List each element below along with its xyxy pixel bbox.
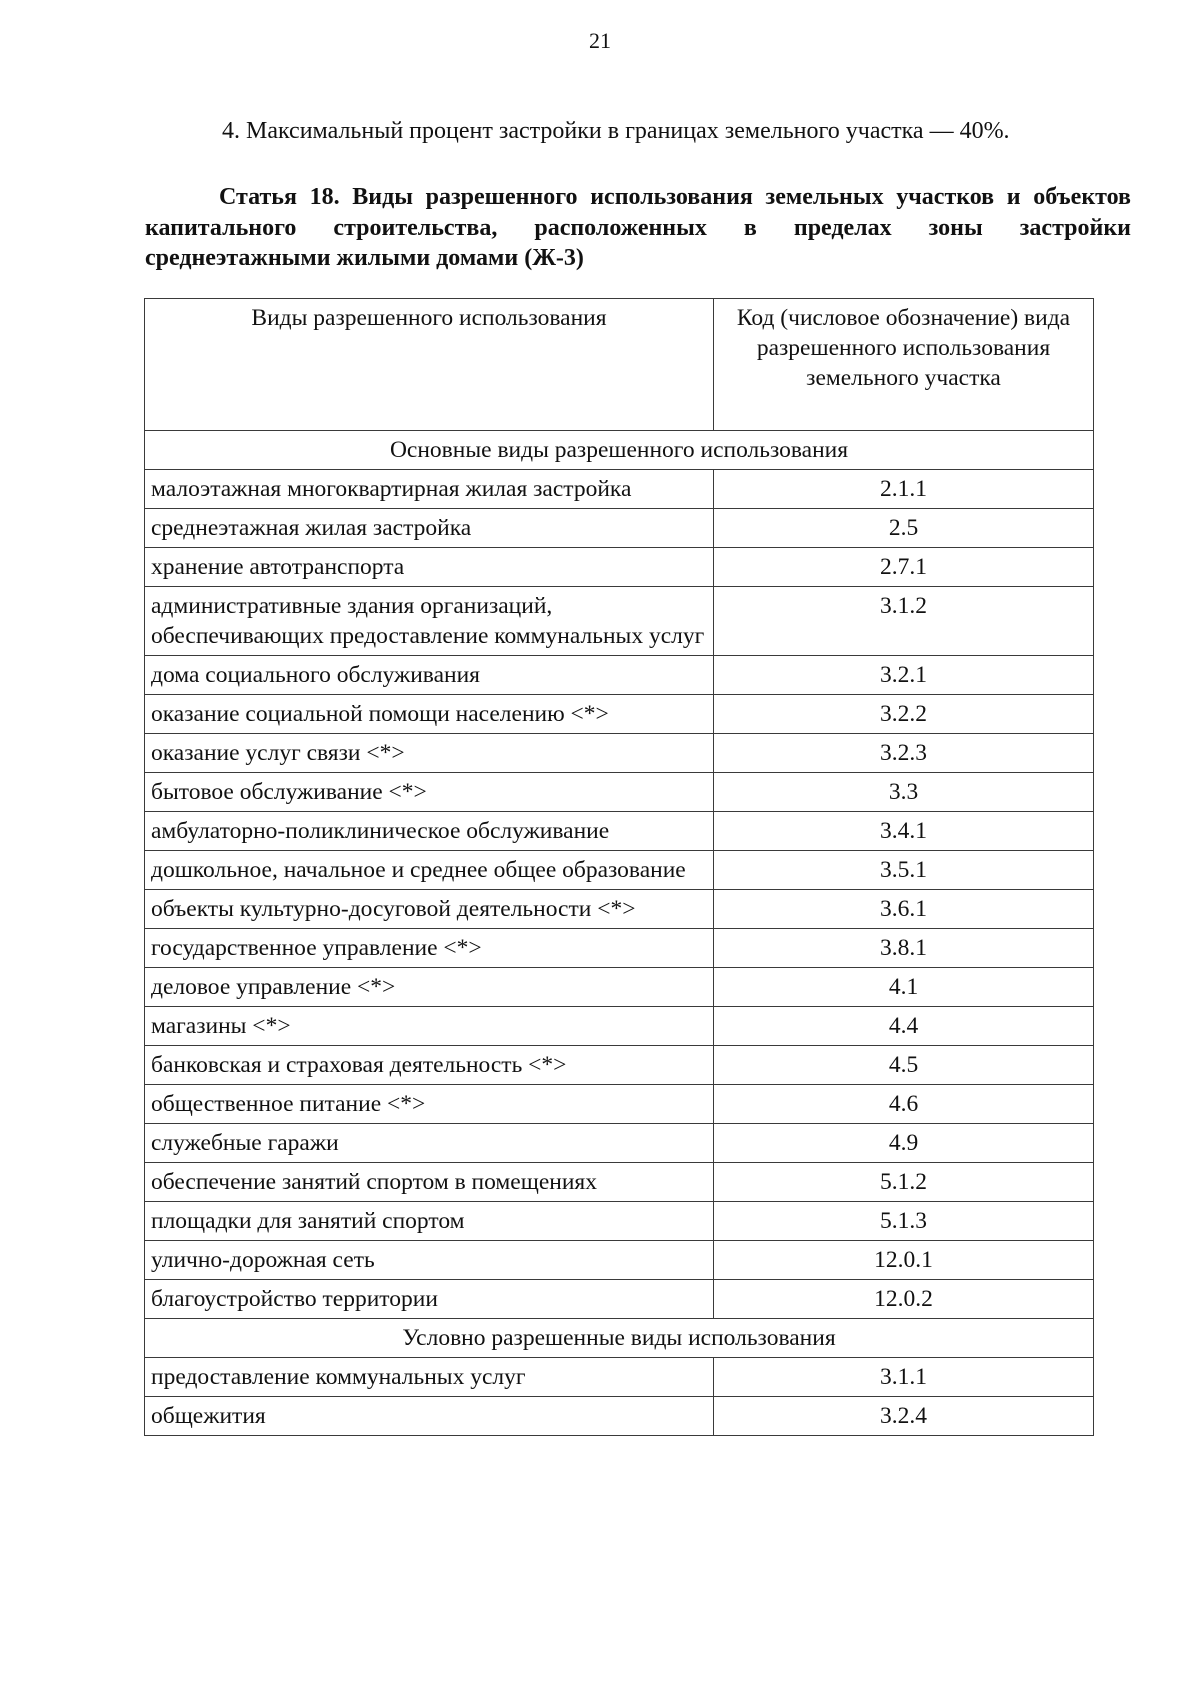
table-row [145,1124,1094,1163]
article-heading: Статья 18. Виды разрешенного использования земельных участков и объектов капитального строительства, расположенных в пределах зоны застройки среднеэтажными жилыми домами (Ж-3) [145,184,1131,271]
table-row [145,509,1094,548]
table-row [145,929,1094,968]
use-code-cell: 3.4.1 [714,812,1094,851]
use-code-cell: 4.4 [714,1007,1094,1046]
header-use-type: Виды разрешенного использования [145,299,714,431]
table-row [145,851,1094,890]
use-type-cell: общежития [145,1397,714,1436]
use-type-cell: оказание социальной помощи населению <*> [145,695,714,734]
use-type-cell: амбулаторно-поликлиническое обслуживание [145,812,714,851]
use-type-cell: служебные гаражи [145,1124,714,1163]
table-header-row [145,299,1094,431]
use-code-cell: 5.1.2 [714,1163,1094,1202]
use-code-cell: 2.1.1 [714,470,1094,509]
table-row [145,1007,1094,1046]
use-code-cell: 2.7.1 [714,548,1094,587]
use-code-cell: 3.6.1 [714,890,1094,929]
use-code-cell: 3.5.1 [714,851,1094,890]
section-title-conditional: Условно разрешенные виды использования [145,1319,1094,1358]
use-code-cell: 5.1.3 [714,1202,1094,1241]
use-type-cell: бытовое обслуживание <*> [145,773,714,812]
use-code-cell: 3.3 [714,773,1094,812]
table-row [145,812,1094,851]
use-code-cell: 3.1.2 [714,587,1094,656]
table-row [145,1280,1094,1319]
use-type-cell: среднеэтажная жилая застройка [145,509,714,548]
use-type-cell: государственное управление <*> [145,929,714,968]
use-type-cell: улично-дорожная сеть [145,1241,714,1280]
use-code-cell: 3.8.1 [714,929,1094,968]
table-row [145,1163,1094,1202]
page-number: 21 [589,28,611,53]
use-type-cell: объекты культурно-досуговой деятельности <*> [145,890,714,929]
use-type-cell: малоэтажная многоквартирная жилая застройка [145,470,714,509]
use-code-cell: 3.1.1 [714,1358,1094,1397]
table-row [145,1397,1094,1436]
section-title-main: Основные виды разрешенного использования [145,431,1094,470]
use-type-cell: общественное питание <*> [145,1085,714,1124]
use-type-cell: благоустройство территории [145,1280,714,1319]
section-row-main [145,431,1094,470]
table-row [145,1085,1094,1124]
use-code-cell: 3.2.2 [714,695,1094,734]
use-type-cell: оказание услуг связи <*> [145,734,714,773]
table-row [145,1241,1094,1280]
use-type-cell: площадки для занятий спортом [145,1202,714,1241]
use-type-cell: административные здания организаций, обеспечивающих предоставление коммунальных услуг [145,587,714,656]
use-code-cell: 12.0.1 [714,1241,1094,1280]
use-type-cell: дома социального обслуживания [145,656,714,695]
table-row [145,734,1094,773]
use-code-cell: 3.2.3 [714,734,1094,773]
table-row [145,695,1094,734]
use-type-cell: хранение автотранспорта [145,548,714,587]
use-type-cell: дошкольное, начальное и среднее общее образование [145,851,714,890]
use-code-cell: 4.9 [714,1124,1094,1163]
use-code-cell: 12.0.2 [714,1280,1094,1319]
table-row [145,1202,1094,1241]
table-row [145,968,1094,1007]
table-row [145,548,1094,587]
use-code-cell: 3.2.4 [714,1397,1094,1436]
table-row [145,470,1094,509]
section-row-conditional [145,1319,1094,1358]
table-row [145,890,1094,929]
use-type-cell: магазины <*> [145,1007,714,1046]
permitted-uses-table [144,298,1094,1436]
use-code-cell: 2.5 [714,509,1094,548]
use-code-cell: 4.5 [714,1046,1094,1085]
use-code-cell: 3.2.1 [714,656,1094,695]
table-row [145,773,1094,812]
use-type-cell: деловое управление <*> [145,968,714,1007]
use-type-cell: предоставление коммунальных услуг [145,1358,714,1397]
table-row [145,656,1094,695]
table-row [145,1358,1094,1397]
max-building-percentage-paragraph: 4. Максимальный процент застройки в границах земельного участка — 40%. [222,118,1010,144]
table-row [145,1046,1094,1085]
use-code-cell: 4.6 [714,1085,1094,1124]
table-row [145,587,1094,656]
header-use-code: Код (числовое обозначение) вида разрешенного использования земельного участка [714,299,1094,431]
use-code-cell: 4.1 [714,968,1094,1007]
use-type-cell: обеспечение занятий спортом в помещениях [145,1163,714,1202]
use-type-cell: банковская и страховая деятельность <*> [145,1046,714,1085]
